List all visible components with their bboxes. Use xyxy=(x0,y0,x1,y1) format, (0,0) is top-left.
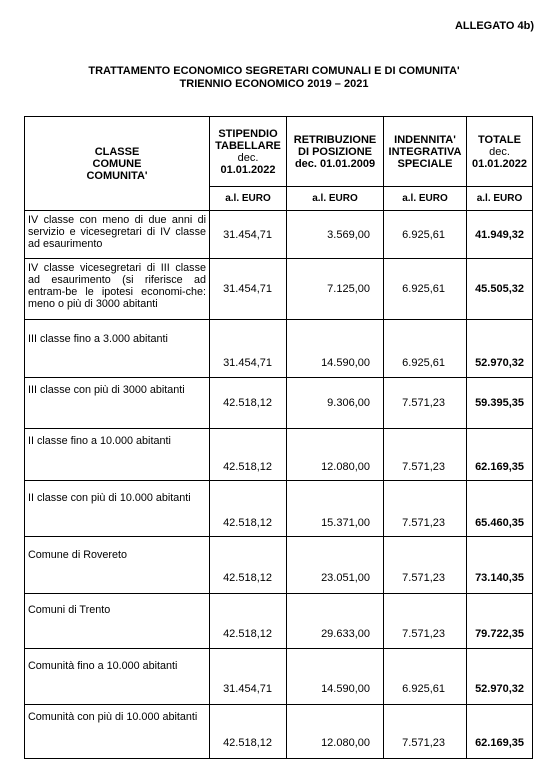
header-row xyxy=(25,117,533,187)
cell-indennita: 7.571,23 xyxy=(384,705,467,759)
table-row xyxy=(25,259,533,320)
cell-stipendio: 42.518,12 xyxy=(210,705,287,759)
header-totale xyxy=(467,117,533,187)
cell-stipendio: 42.518,12 xyxy=(210,378,287,429)
cell-retribuzione: 9.306,00 xyxy=(287,378,384,429)
cell-stipendio: 31.454,71 xyxy=(210,211,287,259)
table-row xyxy=(25,320,533,378)
cell-classe: Comunità con più di 10.000 abitanti xyxy=(25,705,210,759)
cell-indennita: 6.925,61 xyxy=(384,649,467,705)
cell-retribuzione: 15.371,00 xyxy=(287,481,384,537)
cell-classe: II classe fino a 10.000 abitanti xyxy=(25,429,210,481)
header-stipendio-line: TABELLARE xyxy=(215,139,281,152)
cell-stipendio: 42.518,12 xyxy=(210,537,287,594)
cell-classe: IV classe vicesegretari di III classe ad esaurimento (si riferisce ad entram-be le ipotesi economi-che: meno o più di 3000 abitanti xyxy=(25,259,210,320)
cell-stipendio: 42.518,12 xyxy=(210,481,287,537)
cell-indennita: 6.925,61 xyxy=(384,259,467,320)
header-retribuzione-line: dec. 01.01.2009 xyxy=(294,157,376,170)
table-row xyxy=(25,429,533,481)
cell-totale: 59.395,35 xyxy=(467,378,533,429)
header-retribuzione-line: RETRIBUZIONE xyxy=(293,133,377,146)
cell-indennita: 7.571,23 xyxy=(384,429,467,481)
cell-retribuzione: 14.590,00 xyxy=(287,649,384,705)
header-totale-line: dec. xyxy=(489,145,510,158)
cell-classe: II classe con più di 10.000 abitanti xyxy=(25,481,210,537)
cell-totale: 52.970,32 xyxy=(467,649,533,705)
cell-retribuzione: 7.125,00 xyxy=(287,259,384,320)
table-row xyxy=(25,211,533,259)
cell-stipendio: 31.454,71 xyxy=(210,649,287,705)
cell-stipendio: 42.518,12 xyxy=(210,594,287,649)
header-indennita-line: SPECIALE xyxy=(397,157,453,170)
unit-retribuzione: a.l. EURO xyxy=(287,187,384,211)
salary-table xyxy=(24,116,533,759)
cell-retribuzione: 14.590,00 xyxy=(287,320,384,378)
cell-classe: Comune di Rovereto xyxy=(25,537,210,594)
cell-classe: III classe con più di 3000 abitanti xyxy=(25,378,210,429)
cell-indennita: 7.571,23 xyxy=(384,481,467,537)
cell-indennita: 7.571,23 xyxy=(384,594,467,649)
header-stipendio-line: 01.01.2022 xyxy=(220,163,276,176)
cell-totale: 65.460,35 xyxy=(467,481,533,537)
cell-totale: 73.140,35 xyxy=(467,537,533,594)
cell-totale: 79.722,35 xyxy=(467,594,533,649)
unit-totale: a.l. EURO xyxy=(467,187,533,211)
header-indennita xyxy=(384,117,467,187)
cell-classe: III classe fino a 3.000 abitanti xyxy=(25,320,210,378)
cell-classe: IV classe con meno di due anni di servizio e vicesegretari di IV classe ad esaurimento xyxy=(25,211,210,259)
header-indennita-line: INTEGRATIVA xyxy=(388,145,462,158)
unit-stipendio: a.l. EURO xyxy=(210,187,287,211)
cell-retribuzione: 23.051,00 xyxy=(287,537,384,594)
table-row xyxy=(25,537,533,594)
header-stipendio-line: dec. xyxy=(237,151,259,164)
cell-classe: Comunità fino a 10.000 abitanti xyxy=(25,649,210,705)
cell-totale: 45.505,32 xyxy=(467,259,533,320)
header-totale-line: 01.01.2022 xyxy=(471,157,528,170)
header-stipendio xyxy=(210,117,287,187)
cell-indennita: 7.571,23 xyxy=(384,537,467,594)
cell-totale: 41.949,32 xyxy=(467,211,533,259)
cell-indennita: 6.925,61 xyxy=(384,320,467,378)
table-row xyxy=(25,594,533,649)
header-classe-line: COMUNITA' xyxy=(86,169,148,182)
table-row xyxy=(25,378,533,429)
cell-retribuzione: 29.633,00 xyxy=(287,594,384,649)
table-row xyxy=(25,705,533,759)
cell-classe: Comuni di Trento xyxy=(25,594,210,649)
header-classe-line: COMUNE xyxy=(92,157,142,170)
unit-indennita: a.l. EURO xyxy=(384,187,467,211)
cell-stipendio: 31.454,71 xyxy=(210,259,287,320)
cell-stipendio: 42.518,12 xyxy=(210,429,287,481)
allegato-label: ALLEGATO 4b) xyxy=(454,20,534,32)
header-retribuzione-line: DI POSIZIONE xyxy=(298,145,372,158)
header-classe xyxy=(25,117,210,211)
document-title: TRATTAMENTO ECONOMICO SEGRETARI COMUNALI E DI COMUNITA' xyxy=(88,65,460,77)
cell-totale: 62.169,35 xyxy=(467,429,533,481)
cell-totale: 52.970,32 xyxy=(467,320,533,378)
header-retribuzione xyxy=(287,117,384,187)
header-totale-line: TOTALE xyxy=(478,133,521,146)
table-row xyxy=(25,481,533,537)
header-stipendio-line: STIPENDIO xyxy=(218,127,278,140)
cell-retribuzione: 3.569,00 xyxy=(287,211,384,259)
cell-stipendio: 31.454,71 xyxy=(210,320,287,378)
cell-retribuzione: 12.080,00 xyxy=(287,429,384,481)
cell-totale: 62.169,35 xyxy=(467,705,533,759)
cell-indennita: 7.571,23 xyxy=(384,378,467,429)
cell-indennita: 6.925,61 xyxy=(384,211,467,259)
cell-retribuzione: 12.080,00 xyxy=(287,705,384,759)
header-classe-line: CLASSE xyxy=(94,145,140,158)
table-row xyxy=(25,649,533,705)
document-subtitle: TRIENNIO ECONOMICO 2019 – 2021 xyxy=(179,78,369,90)
header-indennita-line: INDENNITA' xyxy=(394,133,456,146)
